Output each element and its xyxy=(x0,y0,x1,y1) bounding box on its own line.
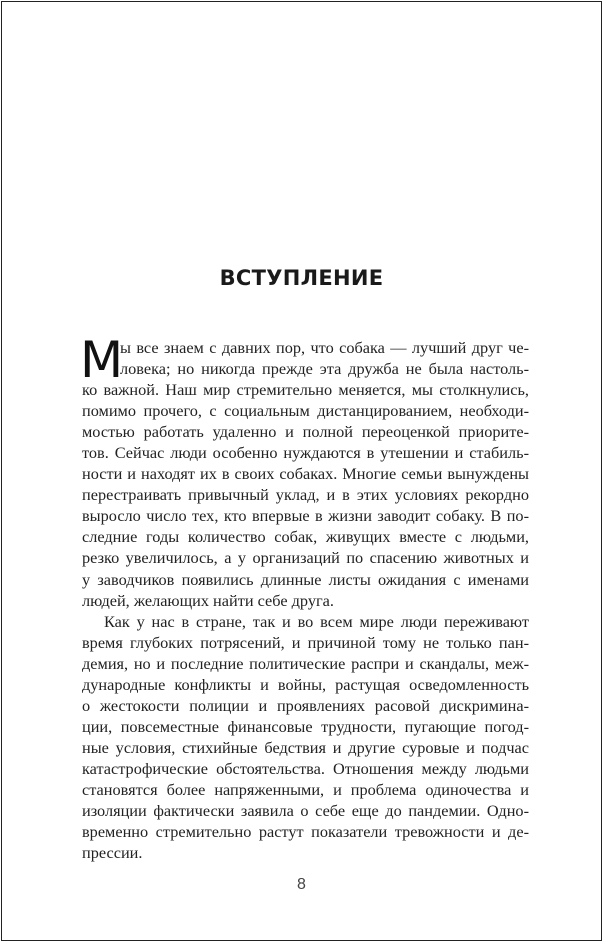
paragraph-2 xyxy=(82,611,529,864)
text-line: о жестокости полиции и проявлениях расовой дискримина- xyxy=(82,695,529,715)
text-line: дународные конфликты и войны, растущая осведомленность xyxy=(82,674,529,694)
text-line: мостью работать удаленно и полной переоценкой приорите- xyxy=(82,422,529,442)
text-line: у заводчиков появились длинные листы ожидания с именами xyxy=(82,569,529,589)
text-line: выросло число тех, кто впервые в жизни заводит собаку. В по- xyxy=(82,506,529,526)
text-line: людей, желающих найти себе друга. xyxy=(82,590,334,610)
text-line: становятся более напряженными, и проблема одиночества и xyxy=(82,779,529,799)
text-line: ные условия, стихийные бедствия и другие суровые и подчас xyxy=(82,737,529,757)
text-line: прессии. xyxy=(82,843,143,863)
paragraph-1 xyxy=(80,331,529,611)
text-line: ции, повсеместные финансовые трудности, пугающие погод- xyxy=(82,716,529,736)
text-line: демия, но и последние политические распри и скандалы, меж- xyxy=(82,653,529,673)
text-line: катастрофические обстоятельства. Отношения между людьми xyxy=(82,758,529,778)
text-line: ловека; но никогда прежде эта дружба не была настоль- xyxy=(120,359,529,379)
text-line: помимо прочего, с социальным дистанцированием, необходи- xyxy=(82,401,529,421)
page-number: 8 xyxy=(297,876,306,893)
text-line: следние годы количество собак, живущих вместе с людьми, xyxy=(82,527,529,547)
text-line: резко увеличилось, а у организаций по спасению животных и xyxy=(82,548,529,568)
text-line: изоляции фактически заявила о себе еще до пандемии. Одно- xyxy=(82,801,529,821)
chapter-title: ВСТУПЛЕНИЕ xyxy=(219,266,384,290)
text-line: ности и находят их в своих собаках. Многие семьи вынуждены xyxy=(82,464,529,484)
text-line: время глубоких потрясений, и причиной тому не только пан- xyxy=(82,632,529,652)
text-line: временно стремительно растут показатели тревожности и де- xyxy=(82,822,529,842)
text-line: перестраивать привычный уклад, и в этих условиях рекордно xyxy=(82,485,529,505)
text-line: Как у нас в стране, так и во всем мире люди переживают xyxy=(104,611,529,631)
text-line: тов. Сейчас люди особенно нуждаются в утешении и стабиль- xyxy=(82,443,529,463)
text-line: ы все знаем с давних пор, что собака — лучший друг че- xyxy=(120,338,529,357)
drop-cap: М xyxy=(80,331,124,389)
text-line: ко важной. Наш мир стремительно меняется, мы столкнулись, xyxy=(82,380,529,400)
body-text xyxy=(80,331,529,863)
